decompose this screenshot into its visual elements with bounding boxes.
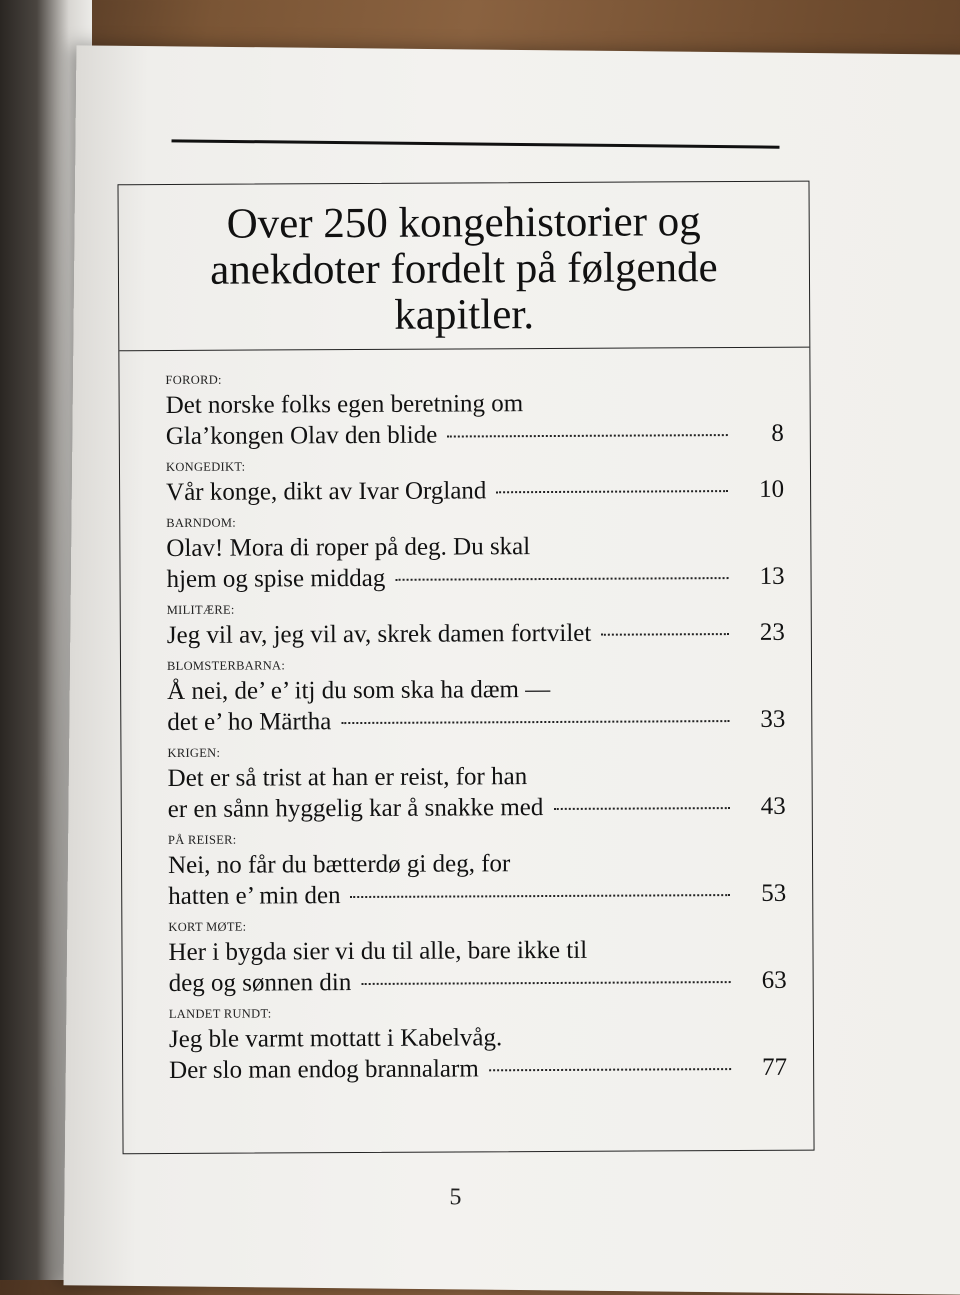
toc-entry-blomsterbarna (167, 656, 785, 738)
heading-text: Over 250 kongehistorier og anekdoter fordelt på følgende kapitler. (210, 197, 718, 339)
entry-title-line: Det norske folks egen beretning om (165, 390, 524, 420)
dot-leader (553, 807, 729, 810)
entry-title-text: Gla’kongen Olav den blide (165, 421, 438, 451)
entry-title-last-line (169, 1052, 787, 1086)
top-rule (172, 139, 780, 148)
chapter-label: BARNDOM: (166, 515, 237, 531)
dot-leader (447, 434, 728, 437)
dot-leader (341, 720, 729, 724)
dot-leader (496, 490, 728, 493)
page-ref: 13 (759, 562, 785, 590)
entry-title-last-line (168, 878, 786, 912)
entry-title-text: er en sånn hyggelig kar å snakke med (167, 794, 544, 823)
entry-title-text: det e’ ho Märtha (167, 708, 332, 736)
entry-title-line: Jeg ble varmt mottatt i Kabelvåg. (168, 1024, 503, 1053)
entry-title-last-line (166, 418, 784, 452)
entry-title-line: Å nei, de’ e’ itj du som ska ha dæm — (167, 675, 551, 705)
page-ref: 23 (759, 618, 785, 646)
entry-title-text: deg og sønnen din (168, 969, 352, 997)
book-page (64, 45, 960, 1294)
entry-title-last-line (166, 474, 784, 508)
dot-leader (361, 981, 730, 985)
page-number: 5 (449, 1184, 462, 1211)
chapter-label: FORORD: (165, 372, 222, 388)
chapter-label: KRIGEN: (167, 745, 221, 760)
page-ref: 33 (760, 705, 786, 733)
heading-panel (118, 182, 809, 352)
entry-title-last-line (167, 617, 785, 651)
dot-leader (395, 577, 728, 581)
entry-title-line: Nei, no får du bætterdø gi deg, for (167, 850, 511, 879)
page-ref: 53 (761, 879, 787, 907)
page-ref: 77 (762, 1053, 788, 1081)
toc-entry-barndom (166, 513, 784, 595)
page-ref: 43 (760, 792, 786, 820)
toc-entry-kongedikt (166, 457, 784, 508)
chapter-label: LANDET RUNDT: (168, 1006, 272, 1021)
entry-title-text: hjem og spise middag (166, 564, 386, 594)
chapter-label: KORT MØTE: (168, 919, 247, 934)
entry-title-line: Olav! Mora di roper på deg. Du skal (166, 533, 531, 563)
chapter-label: BLOMSTERBARNA: (166, 658, 286, 674)
toc-entry-landet-rundt (169, 1004, 787, 1086)
toc-entry-militaere (167, 600, 785, 651)
toc-entry-krigen (167, 743, 785, 825)
contents-box (117, 181, 814, 1155)
dot-leader (351, 894, 731, 898)
toc-entry-kort-moete (168, 917, 786, 999)
chapter-label: PÅ REISER: (167, 832, 237, 847)
entry-title-last-line (167, 704, 785, 738)
entry-title-text: Jeg vil av, jeg vil av, skrek damen fortvilet (166, 619, 592, 650)
entry-title-last-line (169, 965, 787, 999)
entry-title-line: Det er så trist at han er reist, for han (167, 763, 528, 792)
table-of-contents (119, 348, 813, 1087)
page-ref: 63 (761, 966, 787, 994)
entry-title-text: Der slo man endog brannalarm (169, 1055, 479, 1084)
chapter-label: KONGEDIKT: (165, 459, 246, 475)
entry-title-text: Vår konge, dikt av Ivar Orgland (166, 477, 487, 507)
dot-leader (489, 1068, 731, 1071)
toc-entry-forord (165, 370, 783, 452)
dot-leader (601, 633, 729, 636)
page-ref: 10 (759, 475, 785, 503)
entry-title-last-line (166, 561, 784, 595)
chapter-label: MILITÆRE: (166, 602, 235, 618)
entry-title-text: hatten e’ min den (168, 882, 341, 910)
entry-title-line: Her i bygda sier vi du til alle, bare ikke til (168, 936, 588, 966)
toc-entry-paa-reiser (168, 830, 786, 912)
entry-title-last-line (168, 791, 786, 825)
page-ref: 8 (771, 419, 784, 447)
